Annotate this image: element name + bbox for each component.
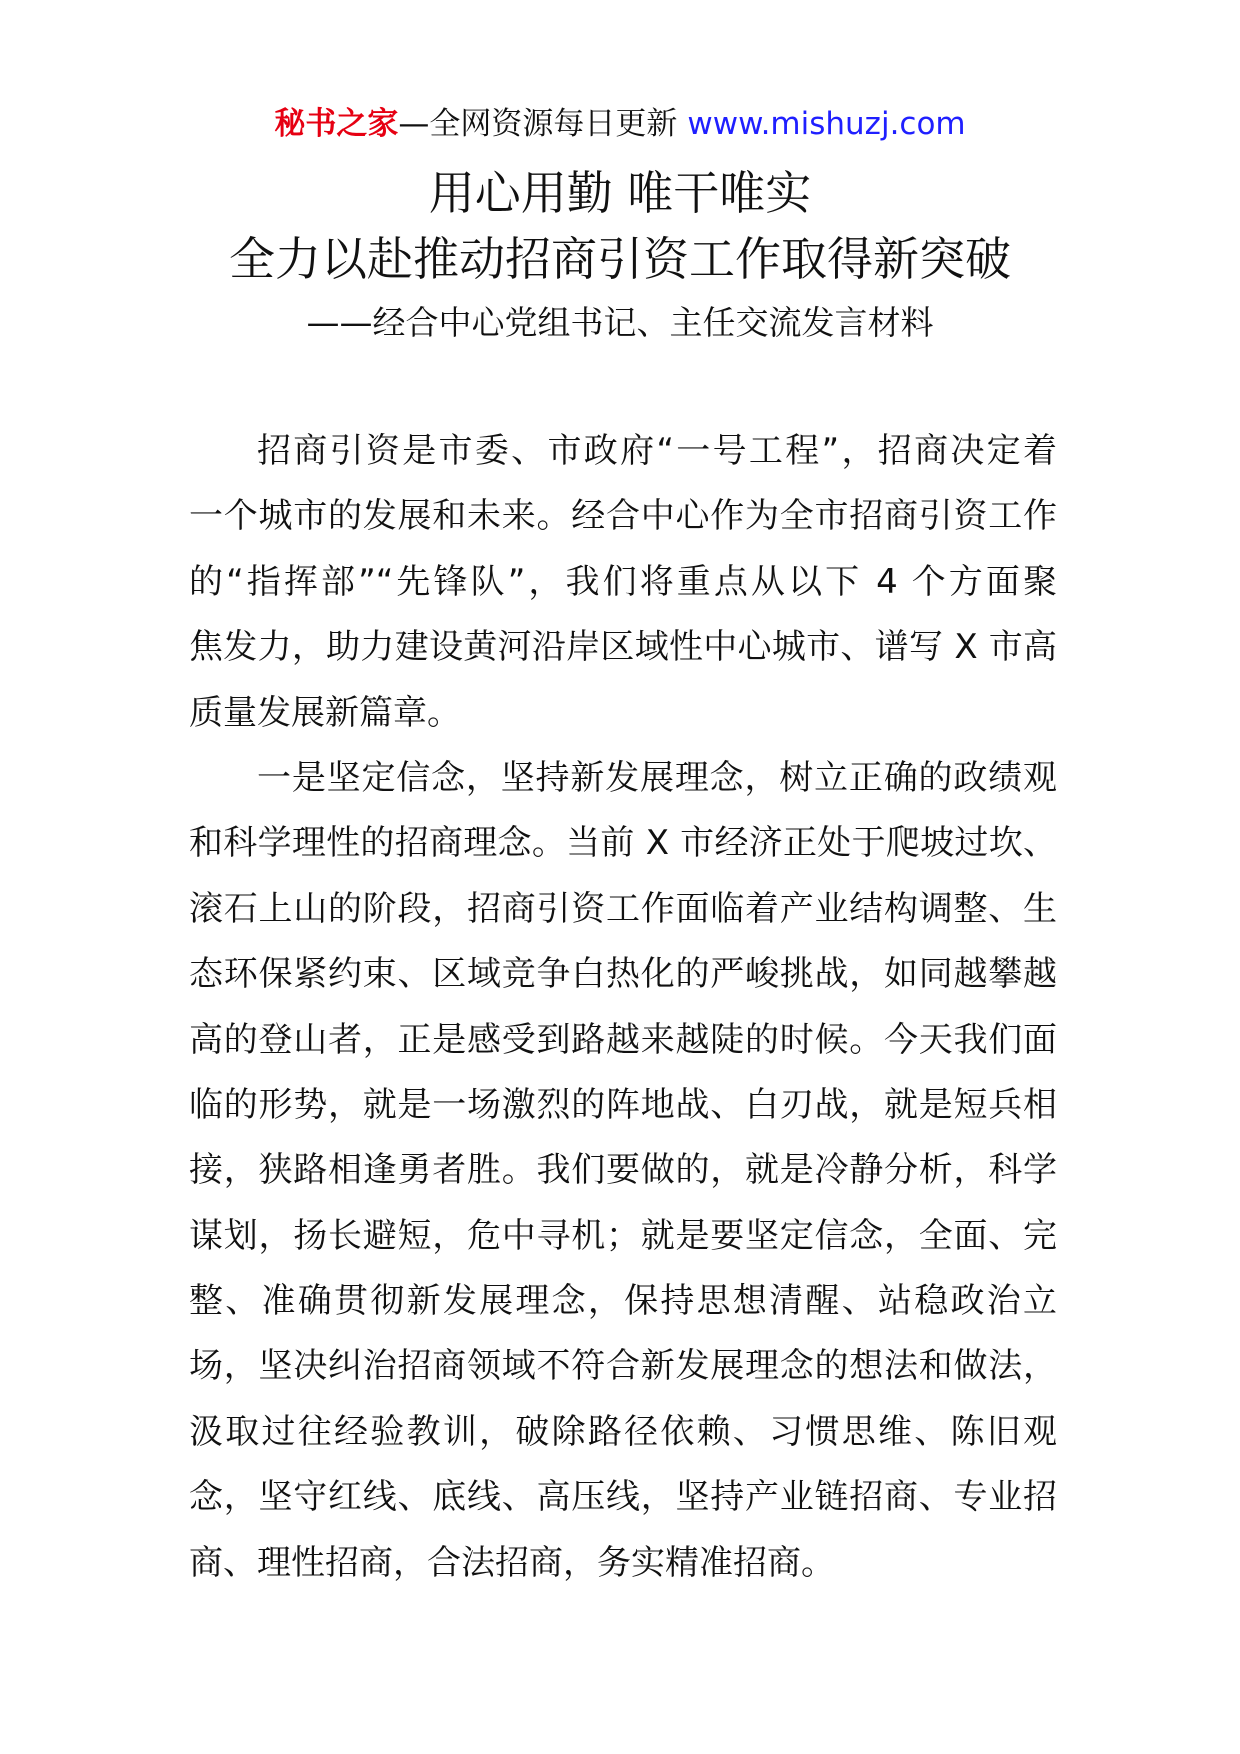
paragraph-line: 一个城市的发展和未来。经合中心作为全市招商引资工作 — [189, 496, 1057, 537]
site-brand: 秘书之家 — [274, 106, 399, 142]
paragraph-line: 商、理性招商，合法招商，务实精准招商。 — [189, 1542, 835, 1583]
site-header — [0, 104, 1240, 144]
paragraph-line: 和科学理性的招商理念。当前 X 市经济正处于爬坡过坎、 — [189, 823, 1057, 864]
site-tagline: —全网资源每日更新 — [398, 106, 678, 142]
paragraph-line: 招商引资是市委、市政府“一号工程”，招商决定着 — [257, 431, 1057, 471]
paragraph-line: 接，狭路相逢勇者胜。我们要做的，就是冷静分析，科学 — [189, 1150, 1057, 1191]
paragraph-line: 临的形势，就是一场激烈的阵地战、白刃战，就是短兵相 — [189, 1084, 1057, 1125]
paragraph-line: 态环保紧约束、区域竞争白热化的严峻挑战，如同越攀越 — [189, 954, 1057, 995]
paragraph-line: 质量发展新篇章。 — [189, 692, 461, 733]
document-body — [189, 419, 1057, 1596]
paragraph-line: 的“指挥部”“先锋队”，我们将重点从以下 4 个方面聚 — [189, 561, 1057, 602]
paragraph-line: 高的登山者，正是感受到路越来越陡的时候。今天我们面 — [189, 1019, 1057, 1060]
paragraph-1 — [189, 419, 1057, 746]
site-url-link[interactable]: www.mishuzj.com — [687, 106, 966, 142]
paragraph-line: 谋划，扬长避短，危中寻机；就是要坚定信念，全面、完 — [189, 1215, 1057, 1256]
document-title-line-1: 用心用勤 唯干唯实 — [428, 166, 812, 220]
paragraph-line: 念，坚守红线、底线、高压线，坚持产业链招商、专业招 — [189, 1477, 1057, 1518]
paragraph-line: 场，坚决纠治招商领域不符合新发展理念的想法和做法， — [189, 1346, 1057, 1387]
paragraph-line: 滚石上山的阶段，招商引资工作面临着产业结构调整、生 — [189, 888, 1057, 929]
document-subtitle: ——经合中心党组书记、主任交流发言材料 — [306, 303, 934, 342]
paragraph-line: 一是坚定信念，坚持新发展理念，树立正确的政绩观 — [257, 757, 1057, 798]
paragraph-line: 汲取过往经验教训，破除路径依赖、习惯思维、陈旧观 — [189, 1411, 1057, 1452]
paragraph-line: 整、准确贯彻新发展理念，保持思想清醒、站稳政治立 — [189, 1281, 1057, 1322]
document-title-line-2: 全力以赴推动招商引资工作取得新突破 — [229, 232, 1011, 286]
paragraph-2 — [189, 746, 1057, 1596]
paragraph-line: 焦发力，助力建设黄河沿岸区域性中心城市、谱写 X 市高 — [189, 627, 1057, 668]
